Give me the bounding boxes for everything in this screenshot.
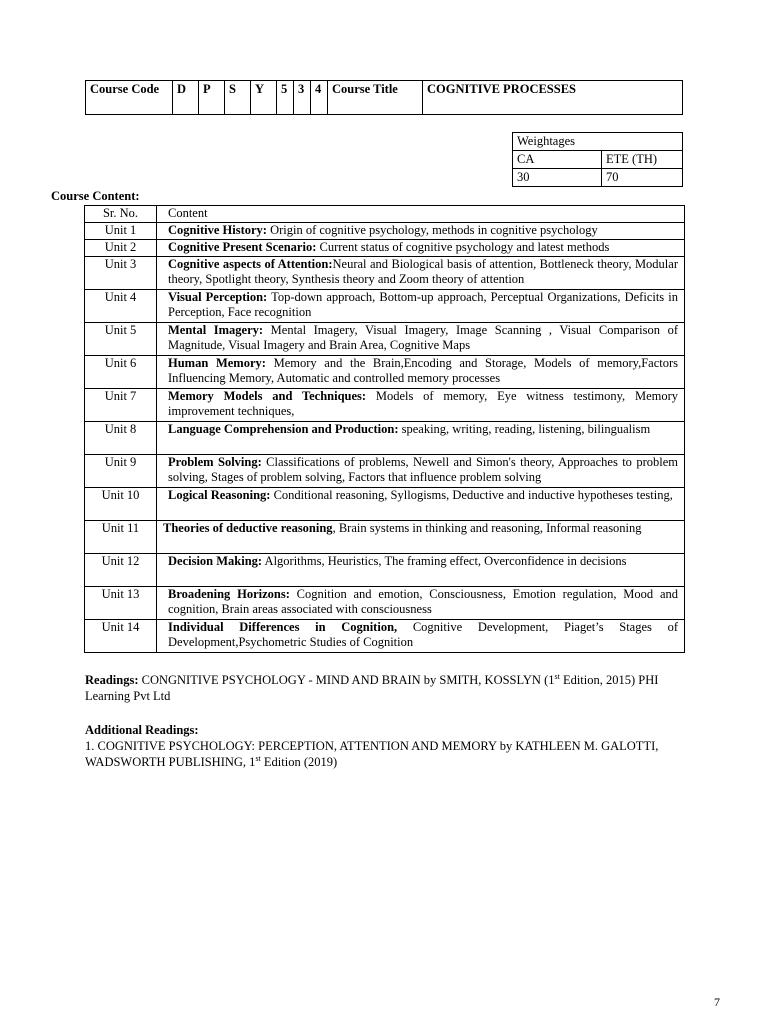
unit-details: Origin of cognitive psychology, methods in cognitive psychology	[266, 223, 598, 237]
unit-description	[157, 240, 685, 257]
unit-row	[85, 587, 685, 620]
unit-number: Unit 2	[85, 240, 157, 257]
weightages-table	[512, 132, 683, 187]
unit-topic: Decision Making:	[168, 554, 263, 568]
unit-number: Unit 13	[85, 587, 157, 620]
unit-details: Models of memory, Eye witness testimony, Memory improvement techniques,	[168, 389, 679, 418]
unit-details: Conditional reasoning, Syllogisms, Deductive and inductive hypotheses testing,	[270, 488, 673, 502]
unit-description	[157, 290, 685, 323]
readings-paragraph	[85, 672, 685, 704]
unit-description	[157, 455, 685, 488]
course-code-label: Course Code	[86, 81, 173, 115]
unit-description	[157, 620, 685, 653]
unit-number: Unit 9	[85, 455, 157, 488]
weightages-value-row	[513, 169, 683, 187]
unit-number: Unit 4	[85, 290, 157, 323]
course-code-char: S	[225, 81, 251, 115]
unit-number: Unit 12	[85, 554, 157, 587]
unit-number: Unit 10	[85, 488, 157, 521]
unit-description	[157, 223, 685, 240]
course-code-char: Y	[251, 81, 277, 115]
unit-topic: Language Comprehension and Production:	[168, 422, 399, 436]
unit-number: Unit 14	[85, 620, 157, 653]
unit-topic: Visual Perception:	[168, 290, 268, 304]
page-number: 7	[714, 995, 720, 1009]
unit-details: Cognitive Development, Piaget’s Stages of Development,Psychometric Studies of Cognition	[168, 620, 678, 649]
unit-topic: Cognitive aspects of Attention:	[168, 257, 333, 271]
ete-label: ETE (TH)	[602, 151, 683, 169]
unit-details: Neural and Biological basis of attention, Bottleneck theory, Modular theory, Spotlight theory, Synthesis theory and Zoom theory of attention	[168, 257, 678, 286]
ca-label: CA	[513, 151, 602, 169]
readings-label: Readings:	[85, 673, 139, 687]
unit-description	[157, 488, 685, 521]
unit-number: Unit 6	[85, 356, 157, 389]
course-content-heading: Course Content:	[51, 189, 140, 203]
course-code-char: P	[199, 81, 225, 115]
unit-topic: Cognitive Present Scenario:	[168, 240, 317, 254]
unit-details: Cognition and emotion, Consciousness, Emotion regulation, Mood and cognition, Brain areas associated with consciousness	[168, 587, 679, 616]
unit-description	[157, 587, 685, 620]
unit-topic: Theories of deductive reasoning	[163, 521, 333, 535]
unit-row	[85, 620, 685, 653]
course-header-row	[86, 81, 683, 115]
unit-row	[85, 422, 685, 455]
sr-no-header: Sr. No.	[85, 206, 157, 223]
unit-row	[85, 223, 685, 240]
unit-description	[157, 521, 685, 554]
unit-topic: Individual Differences in Cognition,	[168, 620, 398, 634]
unit-details: , Brain systems in thinking and reasoning, Informal reasoning	[332, 521, 642, 535]
unit-details: speaking, writing, reading, listening, bilingualism	[398, 422, 651, 436]
content-header-row	[85, 206, 685, 223]
unit-number: Unit 3	[85, 257, 157, 290]
unit-description	[157, 323, 685, 356]
unit-topic: Mental Imagery:	[168, 323, 264, 337]
course-code-char: D	[173, 81, 199, 115]
weightages-label-row	[513, 151, 683, 169]
unit-row	[85, 356, 685, 389]
unit-row	[85, 323, 685, 356]
readings-text-end: Edition, 2015) PHI Learning Pvt Ltd	[85, 673, 659, 703]
readings-superscript: st	[554, 671, 560, 681]
unit-details: Algorithms, Heuristics, The framing effect, Overconfidence in decisions	[262, 554, 627, 568]
unit-topic: Broadening Horizons:	[168, 587, 290, 601]
course-code-char: 4	[311, 81, 328, 115]
unit-row	[85, 554, 685, 587]
unit-number: Unit 11	[85, 521, 157, 554]
unit-details: Current status of cognitive psychology and latest methods	[316, 240, 610, 254]
additional-reading-text-end: Edition (2019)	[260, 755, 338, 769]
unit-description	[157, 422, 685, 455]
course-content-table	[84, 205, 685, 653]
course-header-table	[85, 80, 683, 115]
unit-number: Unit 8	[85, 422, 157, 455]
content-header: Content	[157, 206, 685, 223]
unit-details: Classifications of problems, Newell and Simon's theory, Approaches to problem solving, Stages of problem solving, Factors that influence problem solving	[168, 455, 678, 484]
ca-value: 30	[513, 169, 602, 187]
unit-row	[85, 290, 685, 323]
unit-number: Unit 5	[85, 323, 157, 356]
additional-readings-heading: Additional Readings:	[85, 723, 199, 737]
unit-number: Unit 1	[85, 223, 157, 240]
unit-number: Unit 7	[85, 389, 157, 422]
course-title: COGNITIVE PROCESSES	[423, 81, 683, 115]
unit-row	[85, 521, 685, 554]
unit-topic: Human Memory:	[168, 356, 266, 370]
additional-reading-item	[85, 738, 685, 770]
readings-text: CONGNITIVE PSYCHOLOGY - MIND AND BRAIN by SMITH, KOSSLYN (1	[138, 673, 555, 687]
unit-description	[157, 554, 685, 587]
weightages-title: Weightages	[513, 133, 683, 151]
unit-description	[157, 257, 685, 290]
weightages-title-row	[513, 133, 683, 151]
unit-row	[85, 240, 685, 257]
unit-row	[85, 257, 685, 290]
additional-reading-superscript: st	[255, 753, 261, 763]
course-code-char: 3	[294, 81, 311, 115]
additional-reading-text: 1. COGNITIVE PSYCHOLOGY: PERCEPTION, ATTENTION AND MEMORY by KATHLEEN M. GALOTTI, WADSWORTH PUBLISHING, 1	[85, 739, 659, 769]
ete-value: 70	[602, 169, 683, 187]
unit-row	[85, 389, 685, 422]
unit-topic: Cognitive History:	[168, 223, 267, 237]
unit-row	[85, 455, 685, 488]
course-code-char: 5	[277, 81, 294, 115]
unit-description	[157, 389, 685, 422]
unit-topic: Problem Solving:	[168, 455, 262, 469]
unit-row	[85, 488, 685, 521]
unit-topic: Logical Reasoning:	[168, 488, 271, 502]
unit-details: Mental Imagery, Visual Imagery, Image Scanning , Visual Comparison of Magnitude, Visual Imagery and Brain Area, Cognitive Maps	[168, 323, 678, 352]
course-title-label: Course Title	[328, 81, 423, 115]
unit-description	[157, 356, 685, 389]
unit-details: Top-down approach, Bottom-up approach, Perceptual Organizations, Deficits in Perception, Face recognition	[168, 290, 678, 319]
unit-topic: Memory Models and Techniques:	[168, 389, 367, 403]
unit-details: Memory and the Brain,Encoding and Storage, Models of memory,Factors Influencing Memory, Automatic and controlled memory processes	[168, 356, 678, 385]
